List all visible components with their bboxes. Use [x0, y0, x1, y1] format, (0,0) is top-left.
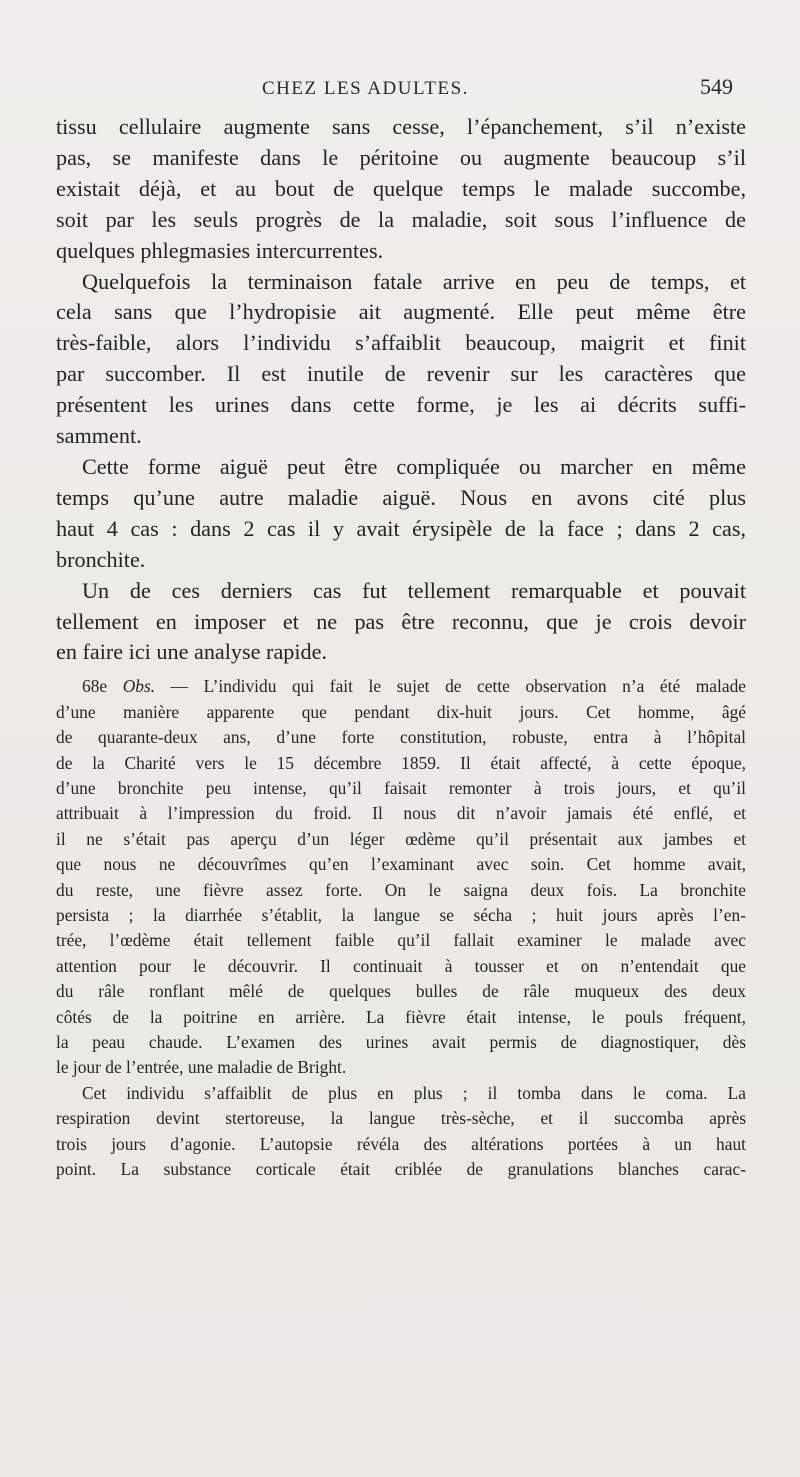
page-header [0, 74, 800, 104]
paragraph-3 [56, 452, 746, 576]
text-line: temps qu’une autre maladie aiguë. Nous en avons cité plus [56, 484, 746, 510]
text-line: Un de ces derniers cas fut tellement remarquable et pouvait [82, 577, 746, 603]
text-line: très-faible, alors l’individu s’affaiblit beaucoup, maigrit et finit [56, 330, 746, 356]
text-line: côtés de la poitrine en arrière. La fièvre était intense, le pouls fréquent, [56, 1006, 746, 1027]
text-line: quelques phlegmasies intercurrentes. [56, 237, 384, 263]
text-line: attribuait à l’impression du froid. Il nous dit n’avoir jamais été enflé, et [56, 803, 746, 824]
page-number: 549 [700, 74, 733, 99]
text-line: haut 4 cas : dans 2 cas il y avait érysipèle de la face ; dans 2 cas, [56, 515, 746, 541]
text-line: le jour de l’entrée, une maladie de Bright. [56, 1057, 347, 1078]
text-line: d’une bronchite peu intense, qu’il faisait remonter à trois jours, et qu’il [56, 777, 746, 798]
text-line: présentent les urines dans cette forme, je les ai décrits suffi- [56, 392, 746, 418]
text-line: de la Charité vers le 15 décembre 1859. Il était affecté, à cette époque, [56, 752, 746, 773]
text-line: trée, l’œdème était tellement faible qu’il fallait examiner le malade avec [56, 930, 746, 951]
text-line: de quarante-deux ans, d’une forte constitution, robuste, entra à l’hôpital [56, 727, 746, 748]
text-line: il ne s’était pas aperçu d’un léger œdème qu’il présentait aux jambes et [56, 828, 746, 849]
observation-block [56, 674, 746, 1081]
observation-first-line-text: — L’individu qui fait le sujet de cette observation n’a été malade [155, 676, 746, 697]
text-line: du reste, une fièvre assez forte. On le saigna deux fois. La bronchite [56, 879, 746, 900]
text-line: la peau chaude. L’examen des urines avait permis de diagnostiquer, dès [56, 1032, 746, 1052]
running-title: CHEZ LES ADULTES. [262, 78, 469, 99]
text-line: Quelquefois la terminaison fatale arrive en peu de temps, et [82, 268, 746, 294]
observation-continuation [56, 1081, 746, 1183]
observation-label: Obs. [122, 676, 156, 697]
text-line: trois jours d’agonie. L’autopsie révéla des altérations portées à un haut [56, 1133, 746, 1154]
text-line: Cet individu s’affaiblit de plus en plus ; il tomba dans le coma. La [82, 1082, 746, 1103]
text-line: Cette forme aiguë peut être compliquée ou marcher en même [82, 453, 746, 479]
text-line: que nous ne découvrîmes qu’en l’examinant avec soin. Cet homme avait, [56, 854, 746, 875]
text-line: persista ; la diarrhée s’établit, la langue se sécha ; huit jours après l’en- [56, 904, 746, 925]
text-line: attention pour le découvrir. Il continuait à tousser et on n’entendait que [56, 955, 746, 976]
text-line: pas, se manifeste dans le péritoine ou augmente beaucoup s’il [56, 144, 746, 170]
text-line: par succomber. Il est inutile de revenir sur les caractères que [56, 361, 746, 387]
paragraph-4 [56, 576, 746, 669]
text-line: du râle ronflant mêlé de quelques bulles de râle muqueux des deux [56, 981, 746, 1002]
text-line: tissu cellulaire augmente sans cesse, l’épanchement, s’il n’existe [56, 114, 746, 139]
text-line: samment. [56, 423, 142, 449]
text-line: point. La substance corticale était criblée de granulations blanches carac- [56, 1159, 746, 1180]
observation-number: 68e [82, 676, 108, 697]
text-line: bronchite. [56, 546, 146, 572]
text-line: en faire ici une analyse rapide. [56, 639, 328, 665]
body-text [56, 112, 746, 1182]
text-line: existait déjà, et au bout de quelque temps le malade succombe, [56, 175, 746, 201]
paragraph-2 [56, 267, 746, 452]
text-line: cela sans que l’hydropisie ait augmenté. Elle peut même être [56, 299, 746, 325]
text-line: respiration devint stertoreuse, la langue très-sèche, et il succomba après [56, 1108, 746, 1129]
paragraph-1 [56, 112, 746, 267]
text-line: soit par les seuls progrès de la maladie, soit sous l’influence de [56, 206, 746, 232]
text-line: tellement en imposer et ne pas être reconnu, que je crois devoir [56, 608, 746, 634]
observation-first-line [56, 674, 746, 699]
text-line: d’une manière apparente que pendant dix-huit jours. Cet homme, âgé [56, 701, 746, 722]
